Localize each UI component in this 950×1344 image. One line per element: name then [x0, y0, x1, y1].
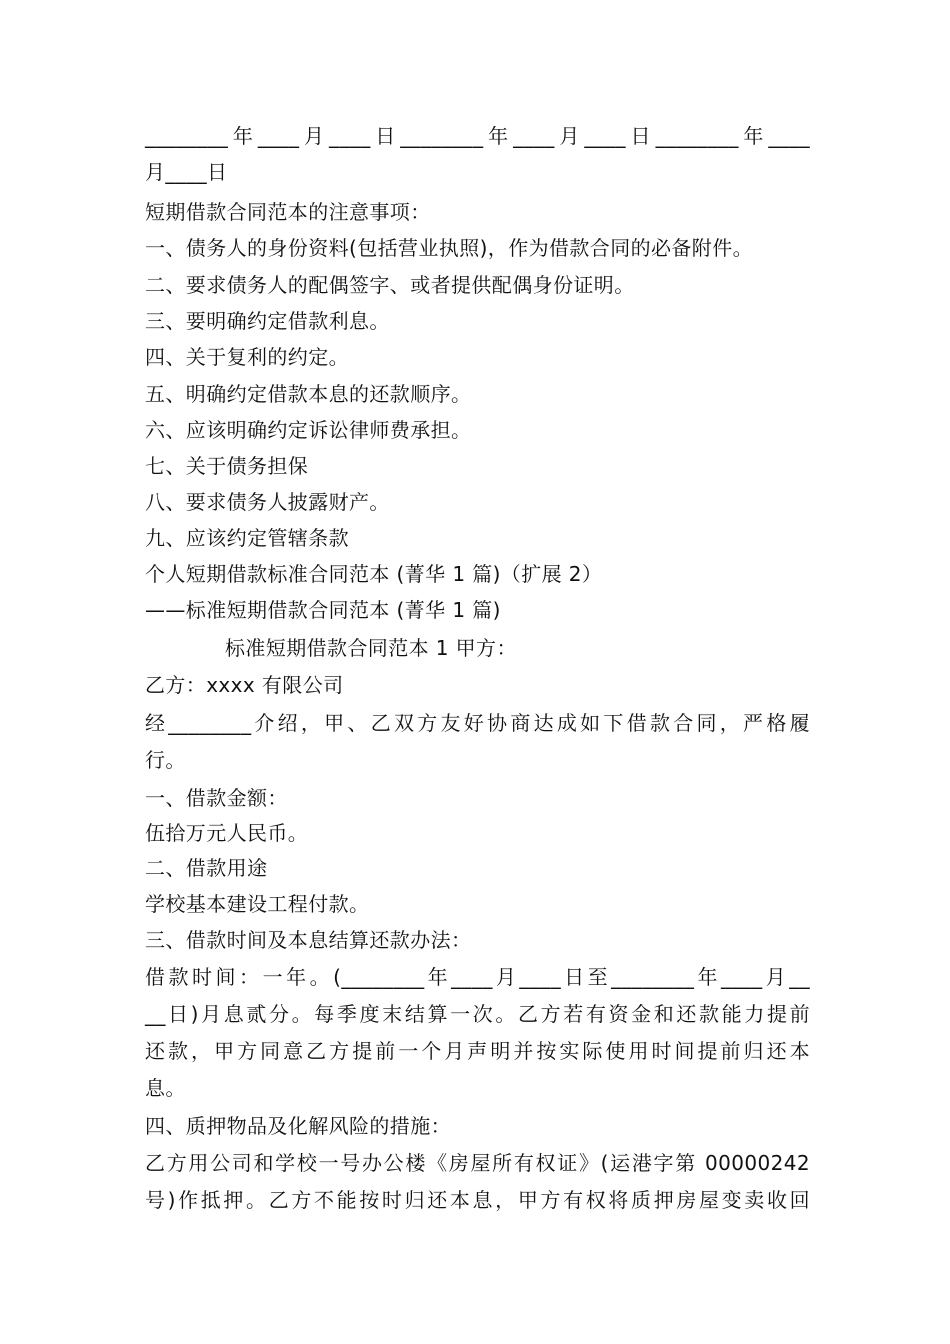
- intro-paragraph-line-1: 经________介绍，甲、乙双方友好协商达成如下借款合同，严格履: [145, 711, 810, 735]
- clause-1-heading: 一、借款金额：: [145, 786, 288, 810]
- contract-title-party-a: 标准短期借款合同范本 1 甲方：: [225, 636, 517, 660]
- note-item-8: 八、要求债务人披露财产。: [145, 490, 390, 514]
- clause-2-body: 学校基本建设工程付款。: [145, 892, 370, 916]
- clause-2-heading: 二、借款用途: [145, 856, 268, 880]
- date-blanks-line: ________年____月____日________年____月____日________年____: [145, 124, 810, 148]
- note-item-5: 五、明确约定借款本息的还款顺序。: [145, 382, 472, 406]
- clause-3-body-line-1: 借款时间：一年。(________年____月____日至________年____月__: [145, 965, 810, 989]
- notes-heading: 短期借款合同范本的注意事项：: [145, 200, 431, 224]
- note-item-1: 一、债务人的身份资料(包括营业执照)，作为借款合同的必备附件。: [145, 236, 754, 260]
- clause-3-body-line-4: 息。: [145, 1076, 186, 1100]
- extension-title: 个人短期借款标准合同范本 (菁华 1 篇)（扩展 2）: [145, 562, 603, 586]
- intro-paragraph-line-2: 行。: [145, 748, 186, 772]
- clause-4-heading: 四、质押物品及化解风险的措施：: [145, 1114, 451, 1138]
- note-item-6: 六、应该明确约定诉讼律师费承担。: [145, 418, 472, 442]
- clause-3-body-line-2: __日)月息贰分。每季度末结算一次。乙方若有资金和还款能力提前: [145, 1002, 810, 1026]
- note-item-3: 三、要明确约定借款利息。: [145, 309, 390, 333]
- clause-3-body-line-3: 还款，甲方同意乙方提前一个月声明并按实际使用时间提前归还本: [145, 1039, 810, 1063]
- clause-3-heading: 三、借款时间及本息结算还款办法：: [145, 928, 472, 952]
- note-item-7: 七、关于债务担保: [145, 454, 309, 478]
- note-item-2: 二、要求债务人的配偶签字、或者提供配偶身份证明。: [145, 273, 635, 297]
- note-item-4: 四、关于复利的约定。: [145, 345, 349, 369]
- clause-4-body-line-2: 号)作抵押。乙方不能按时归还本息，甲方有权将质押房屋变卖收回: [145, 1188, 810, 1212]
- note-item-9: 九、应该约定管辖条款: [145, 526, 349, 550]
- clause-1-body: 伍拾万元人民币。: [145, 821, 309, 845]
- date-blanks-line-cont: 月____日: [145, 160, 228, 184]
- section-subtitle: ——标准短期借款合同范本 (菁华 1 篇): [145, 598, 501, 622]
- party-b-line: 乙方：xxxx 有限公司: [145, 673, 344, 697]
- clause-4-body-line-1: 乙方用公司和学校一号办公楼《房屋所有权证》(运港字第 00000242: [145, 1151, 810, 1175]
